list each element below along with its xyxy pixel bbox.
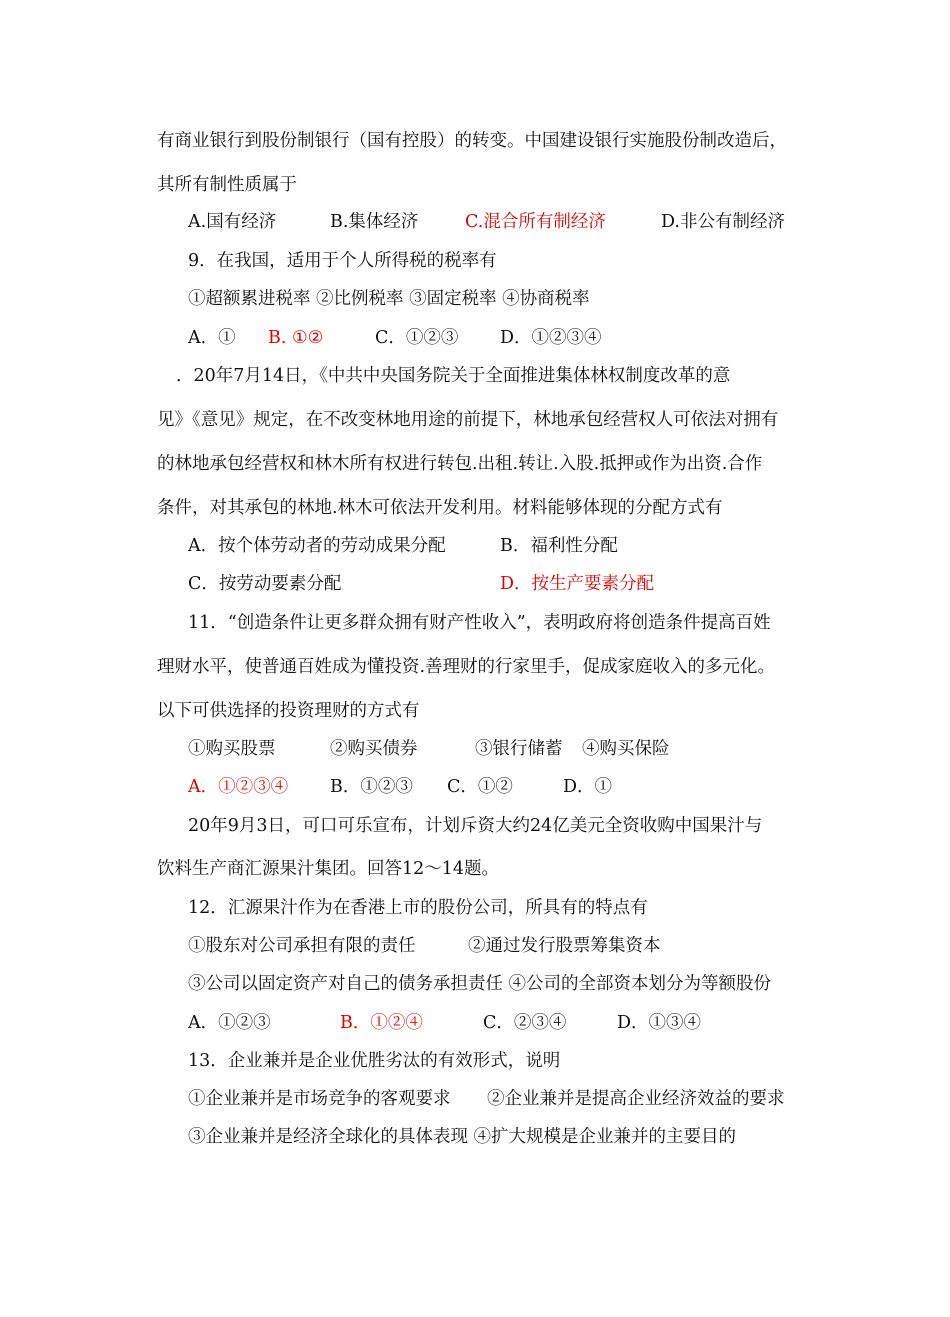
option-d: D．① bbox=[563, 777, 613, 797]
option-b-answer: B．①②④ bbox=[340, 1013, 423, 1033]
text-line: 以下可供选择的投资理财的方式有 bbox=[157, 701, 420, 721]
option-c-answer: C.混合所有制经济 bbox=[465, 212, 606, 232]
option-b-answer: B. ①② bbox=[268, 328, 324, 348]
option-b: B．①②③ bbox=[330, 777, 413, 797]
item-3: ③银行储蓄 bbox=[475, 739, 563, 759]
question-items: ①超额累进税率 ②比例税率 ③固定税率 ④协商税率 bbox=[188, 289, 590, 309]
option-a: A．① bbox=[188, 328, 236, 348]
item-2: ②通过发行股票筹集资本 bbox=[468, 936, 661, 956]
option-c: C．按劳动要素分配 bbox=[188, 574, 342, 594]
option-c: C．①② bbox=[447, 777, 513, 797]
text-line: 的林地承包经营权和林木所有权进行转包.出租.转让.入股.抵押或作为出资.合作 bbox=[157, 454, 763, 474]
question-stem: 9．在我国，适用于个人所得税的税率有 bbox=[188, 251, 497, 271]
option-c: C．②③④ bbox=[483, 1013, 567, 1033]
item-1: ①企业兼并是市场竞争的客观要求 bbox=[188, 1089, 451, 1109]
option-a: A．①②③ bbox=[188, 1013, 271, 1033]
text-line: ．20年7月14日，《中共中央国务院关于全面推进集体林权制度改革的意 bbox=[176, 366, 731, 386]
option-d: D．①③④ bbox=[617, 1013, 702, 1033]
item-1: ①购买股票 bbox=[188, 739, 276, 759]
item-4: ④购买保险 bbox=[582, 739, 670, 759]
text-line: 其所有制性质属于 bbox=[157, 175, 297, 195]
option-b: B.集体经济 bbox=[330, 212, 419, 232]
option-b: B．福利性分配 bbox=[500, 536, 618, 556]
option-a: A.国有经济 bbox=[188, 212, 277, 232]
item-2: ②企业兼并是提高企业经济效益的要求 bbox=[487, 1089, 785, 1109]
option-d: D.非公有制经济 bbox=[661, 212, 785, 232]
text-line: 20年9月3日，可口可乐宣布，计划斥资大约24亿美元全资收购中国果汁与 bbox=[188, 816, 763, 836]
question-items: ③企业兼并是经济全球化的具体表现 ④扩大规模是企业兼并的主要目的 bbox=[188, 1127, 737, 1147]
option-a-answer: A．①②③④ bbox=[188, 777, 289, 797]
option-a: A．按个体劳动者的劳动成果分配 bbox=[188, 536, 446, 556]
option-c: C．①②③ bbox=[375, 328, 459, 348]
text-line: 见》《意见》规定，在不改变林地用途的前提下，林地承包经营权人可依法对拥有 bbox=[157, 410, 779, 430]
question-stem: 11．“创造条件让更多群众拥有财产性收入”，表明政府将创造条件提高百姓 bbox=[188, 613, 771, 633]
text-line: 条件，对其承包的林地.林木可依法开发利用。材料能够体现的分配方式有 bbox=[157, 498, 723, 518]
item-2: ②购买债券 bbox=[330, 739, 418, 759]
text-line: 饮料生产商汇源果汁集团。回答12～14题。 bbox=[157, 859, 500, 879]
question-stem: 13．企业兼并是企业优胜劣汰的有效形式，说明 bbox=[188, 1051, 561, 1071]
option-d-answer: D．按生产要素分配 bbox=[500, 574, 655, 594]
item-1: ①股东对公司承担有限的责任 bbox=[188, 936, 416, 956]
question-items: ③公司以固定资产对自己的债务承担责任 ④公司的全部资本划分为等额股份 bbox=[188, 974, 772, 994]
text-line: 理财水平，使普通百姓成为懂投资.善理财的行家里手，促成家庭收入的多元化。 bbox=[157, 657, 776, 677]
question-stem: 12．汇源果汁作为在香港上市的股份公司，所具有的特点有 bbox=[188, 898, 648, 918]
option-d: D．①②③④ bbox=[500, 328, 602, 348]
text-line: 有商业银行到股份制银行（国有控股）的转变。中国建设银行实施股份制改造后， bbox=[157, 131, 787, 151]
